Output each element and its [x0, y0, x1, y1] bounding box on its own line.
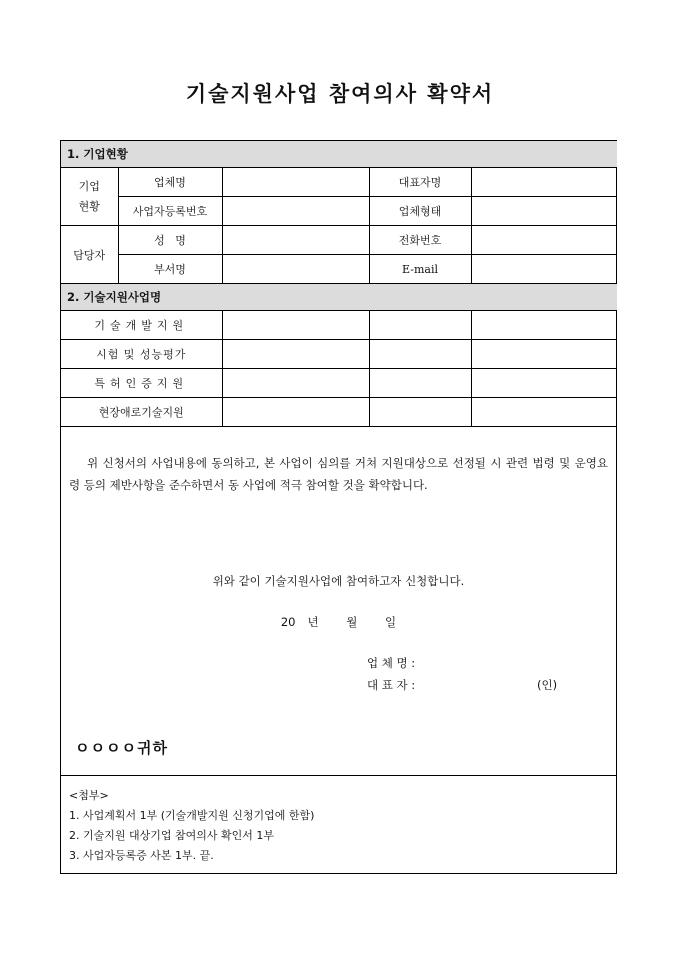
date-month-unit: 월	[346, 615, 358, 629]
ceo-name-field[interactable]	[471, 168, 617, 197]
department-label: 부서명	[118, 255, 222, 284]
company-type-label: 업체형태	[369, 197, 471, 226]
department-field[interactable]	[222, 255, 369, 284]
date-day-unit: 일	[385, 615, 397, 629]
attachment-item: 2. 기술지원 대상기업 참여의사 확인서 1부	[69, 829, 274, 842]
program-cell[interactable]	[369, 398, 471, 427]
program-cell[interactable]	[369, 311, 471, 340]
date-line	[61, 614, 616, 630]
attachment-item: 1. 사업계획서 1부 (기술개발지원 신청기업에 한함)	[69, 809, 315, 822]
email-field[interactable]	[471, 255, 617, 284]
program-cell[interactable]	[369, 340, 471, 369]
phone-field[interactable]	[471, 226, 617, 255]
program-cell[interactable]	[471, 311, 617, 340]
commitment-form	[60, 140, 617, 874]
agreement-text: 위 신청서의 사업내용에 동의하고, 본 사업이 심의를 거쳐 지원대상으로 선정될 시 관련 법령 및 운영요령 등의 제반사항을 준수하면서 동 사업에 적극 참여할 것을 확약합니다.	[69, 456, 608, 492]
program-cell[interactable]	[471, 369, 617, 398]
program-label: 시험 및 성능평가	[61, 340, 222, 369]
recipient: ㅇㅇㅇㅇ귀하	[75, 739, 168, 757]
form-table	[61, 141, 617, 427]
section1-heading: 1. 기업현황	[61, 141, 617, 168]
program-label: 현장애로기술지원	[61, 398, 222, 427]
company-name-label: 업체명	[118, 168, 222, 197]
declaration-text: 위와 같이 기술지원사업에 참여하고자 신청합니다.	[212, 574, 465, 588]
date-year: 20	[280, 615, 296, 629]
contact-name-field[interactable]	[222, 226, 369, 255]
program-cell[interactable]	[222, 340, 369, 369]
contact-name-label: 성 명	[118, 226, 222, 255]
ceo-name-label: 대표자명	[369, 168, 471, 197]
date-year-unit: 년	[307, 615, 319, 629]
ceo-signature-label: 대 표 자 :	[367, 678, 416, 692]
program-label: 특허인증지원	[61, 369, 222, 398]
document-title: 기술지원사업 참여의사 확약서	[185, 81, 495, 106]
company-name-field[interactable]	[222, 168, 369, 197]
section2-heading: 2. 기술지원사업명	[61, 284, 617, 311]
business-reg-field[interactable]	[222, 197, 369, 226]
contact-group-label: 담당자	[61, 226, 118, 284]
program-label: 기술개발지원	[61, 311, 222, 340]
company-group-label: 기업 현황	[61, 168, 118, 226]
phone-label: 전화번호	[369, 226, 471, 255]
email-label: E-mail	[369, 255, 471, 284]
program-cell[interactable]	[222, 311, 369, 340]
seal-mark: (인)	[537, 678, 558, 692]
attachment-item: 3. 사업자등록증 사본 1부. 끝.	[69, 849, 214, 862]
program-cell[interactable]	[222, 398, 369, 427]
program-cell[interactable]	[471, 340, 617, 369]
company-type-field[interactable]	[471, 197, 617, 226]
attachments-heading: <첨부>	[69, 789, 109, 802]
attachments	[61, 775, 616, 866]
program-cell[interactable]	[369, 369, 471, 398]
program-cell[interactable]	[222, 369, 369, 398]
company-signature-label: 업 체 명 :	[367, 656, 416, 670]
program-cell[interactable]	[471, 398, 617, 427]
business-reg-label: 사업자등록번호	[118, 197, 222, 226]
